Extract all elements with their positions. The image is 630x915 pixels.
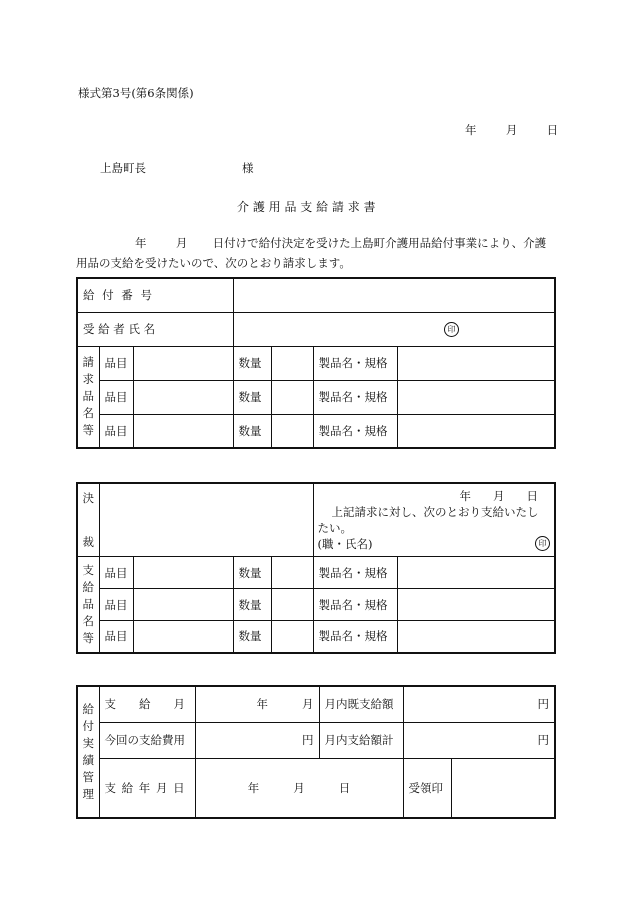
monthly-total-field[interactable]: 円 — [403, 722, 555, 758]
item-label: 品目 — [99, 414, 133, 448]
product-label: 製品名・規格 — [313, 589, 397, 621]
product-field[interactable] — [397, 380, 555, 414]
product-label: 製品名・規格 — [313, 380, 397, 414]
prior-paid-field[interactable]: 円 — [403, 686, 555, 722]
item-field[interactable] — [133, 346, 233, 380]
qty-field[interactable] — [271, 589, 313, 621]
product-field[interactable] — [397, 557, 555, 589]
intro-month: 月 — [175, 236, 188, 250]
date-line — [465, 122, 558, 138]
qty-field[interactable] — [271, 557, 313, 589]
date-day: 日 — [546, 123, 559, 137]
item-field[interactable] — [133, 557, 233, 589]
supply-items-side-label: 支 給 品 名 等 — [77, 557, 99, 653]
date-month: 月 — [505, 123, 518, 137]
decision-statement — [313, 483, 555, 557]
qty-label: 数量 — [233, 589, 271, 621]
product-field[interactable] — [397, 414, 555, 448]
monthly-total-label: 月内支給額計 — [319, 722, 403, 758]
item-label: 品目 — [99, 346, 133, 380]
product-label: 製品名・規格 — [313, 414, 397, 448]
qty-field[interactable] — [271, 346, 313, 380]
item-field[interactable] — [133, 589, 233, 621]
item-field[interactable] — [133, 380, 233, 414]
product-label: 製品名・規格 — [313, 346, 397, 380]
decision-statement-line1: 上記請求に対し、次のとおり支給いたし — [331, 505, 539, 519]
product-field[interactable] — [397, 589, 555, 621]
form-title: 介 護 用 品 支 給 請 求 書 — [237, 200, 376, 214]
item-label: 品目 — [99, 621, 133, 653]
payment-month-label: 支 給 月 — [99, 686, 195, 722]
intro-year: 年 — [135, 236, 147, 250]
intro-rest: 日付けで給付決定を受けた上島町介護用品給付事業により、介護 — [212, 236, 547, 250]
prior-paid-label: 月内既支給額 — [319, 686, 403, 722]
date-year: 年 — [465, 123, 477, 137]
record-side-label: 給 付 実 績 管 理 — [77, 686, 99, 818]
decision-date-month: 月 — [493, 489, 505, 503]
this-payment-field[interactable]: 円 — [195, 722, 319, 758]
item-label: 品目 — [99, 589, 133, 621]
decision-table — [76, 482, 556, 654]
intro-line-1 — [135, 235, 546, 251]
qty-label: 数量 — [233, 557, 271, 589]
payment-month-field[interactable]: 年 月 — [195, 686, 319, 722]
qty-label: 数量 — [233, 346, 271, 380]
form-number: 様式第3号(第6条関係) — [78, 86, 194, 100]
item-label: 品目 — [99, 557, 133, 589]
honorific: 様 — [242, 161, 254, 175]
receipt-seal-label: 受領印 — [403, 758, 451, 818]
qty-field[interactable] — [271, 621, 313, 653]
title-name-label: (職・氏名) — [317, 537, 373, 551]
product-field[interactable] — [397, 621, 555, 653]
item-field[interactable] — [133, 621, 233, 653]
recipient-name-field[interactable] — [233, 312, 555, 346]
qty-label: 数量 — [233, 621, 271, 653]
decision-area[interactable] — [99, 483, 313, 557]
product-field[interactable] — [397, 346, 555, 380]
benefit-number-label: 給 付 番 号 — [77, 278, 233, 312]
intro-line-2: 用品の支給を受けたいので、次のとおり請求します。 — [76, 256, 351, 270]
payment-date-field[interactable]: 年 月 日 — [195, 758, 403, 818]
item-field[interactable] — [133, 414, 233, 448]
recipient-name-label: 受 給 者 氏 名 — [77, 312, 233, 346]
qty-field[interactable] — [271, 380, 313, 414]
product-label: 製品名・規格 — [313, 621, 397, 653]
this-payment-label: 今回の支給費用 — [99, 722, 195, 758]
benefit-number-field[interactable] — [233, 278, 555, 312]
payment-date-label: 支 給 年 月 日 — [99, 758, 195, 818]
request-table — [76, 277, 556, 449]
record-table — [76, 685, 556, 819]
request-items-side-label: 請 求 品 名 等 — [77, 346, 99, 448]
decision-side-label: 決 裁 — [77, 483, 99, 557]
qty-field[interactable] — [271, 414, 313, 448]
seal-mark: 印 — [535, 536, 550, 551]
decision-date-year: 年 — [459, 489, 471, 503]
product-label: 製品名・規格 — [313, 557, 397, 589]
qty-label: 数量 — [233, 414, 271, 448]
item-label: 品目 — [99, 380, 133, 414]
decision-statement-line2: たい。 — [317, 521, 352, 535]
qty-label: 数量 — [233, 380, 271, 414]
seal-mark: 印 — [444, 322, 459, 337]
decision-date-day: 日 — [526, 489, 538, 503]
receipt-seal-field[interactable] — [451, 758, 555, 818]
addressee: 上島町長 — [100, 161, 146, 175]
